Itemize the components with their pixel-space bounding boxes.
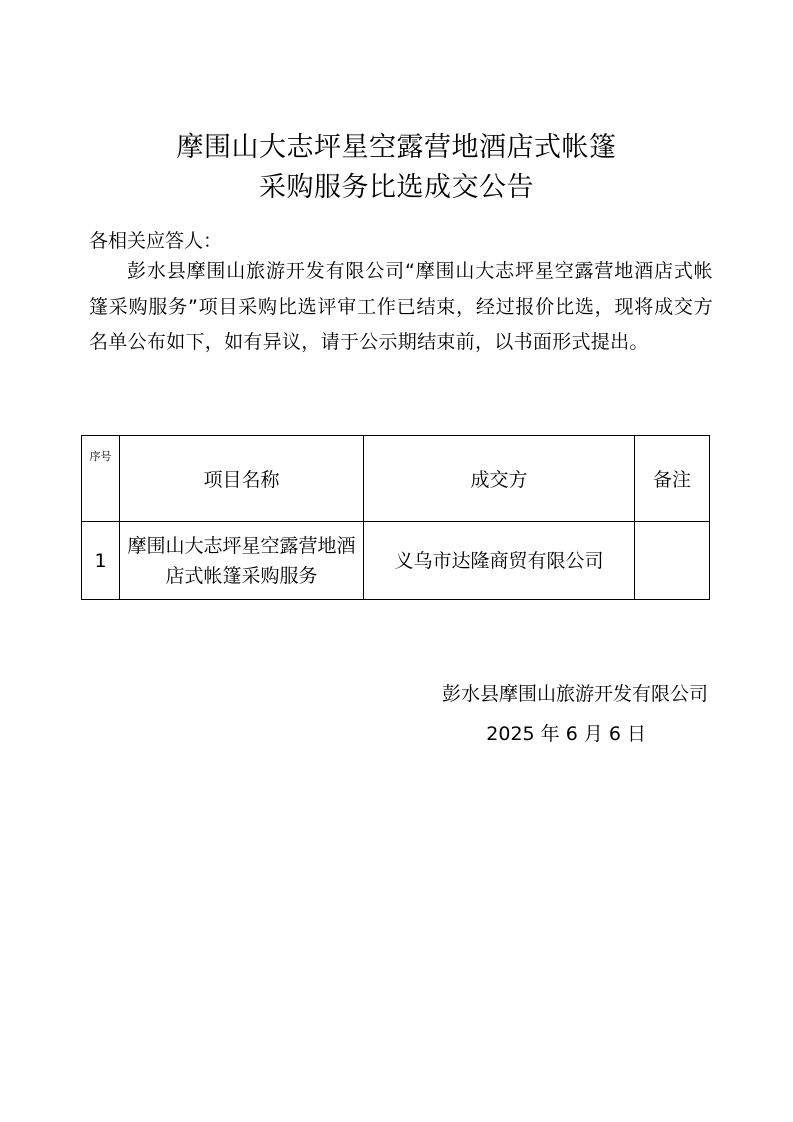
document-title bbox=[0, 128, 793, 208]
table-header-row bbox=[82, 436, 710, 522]
result-table bbox=[81, 435, 710, 600]
announcement-body: 彭水县摩围山旅游开发有限公司“摩围山大志坪星空露营地酒店式帐篷采购服务”项目采购比选评审工作已结束，经过报价比选，现将成交方名单公布如下，如有异议，请于公示期结束前，以书面形式提出。 bbox=[89, 260, 713, 353]
signature-date: 2025 年 6 月 6 日 bbox=[486, 723, 646, 745]
header-index: 序号 bbox=[82, 436, 120, 522]
salutation: 各相关应答人： bbox=[89, 230, 223, 252]
title-line-1: 摩围山大志坪星空露营地酒店式帐篷 bbox=[176, 132, 617, 163]
table-row bbox=[82, 522, 710, 600]
header-remark: 备注 bbox=[635, 436, 710, 522]
row-project: 摩围山大志坪星空露营地酒店式帐篷采购服务 bbox=[120, 522, 364, 600]
row-index: 1 bbox=[82, 522, 120, 600]
row-remark bbox=[635, 522, 710, 600]
header-winner: 成交方 bbox=[364, 436, 635, 522]
title-line-2: 采购服务比选成交公告 bbox=[259, 172, 534, 203]
row-winner: 义乌市达隆商贸有限公司 bbox=[364, 522, 635, 600]
header-project: 项目名称 bbox=[120, 436, 364, 522]
signature-company: 彭水县摩围山旅游开发有限公司 bbox=[441, 683, 708, 705]
signature-block bbox=[442, 674, 708, 754]
